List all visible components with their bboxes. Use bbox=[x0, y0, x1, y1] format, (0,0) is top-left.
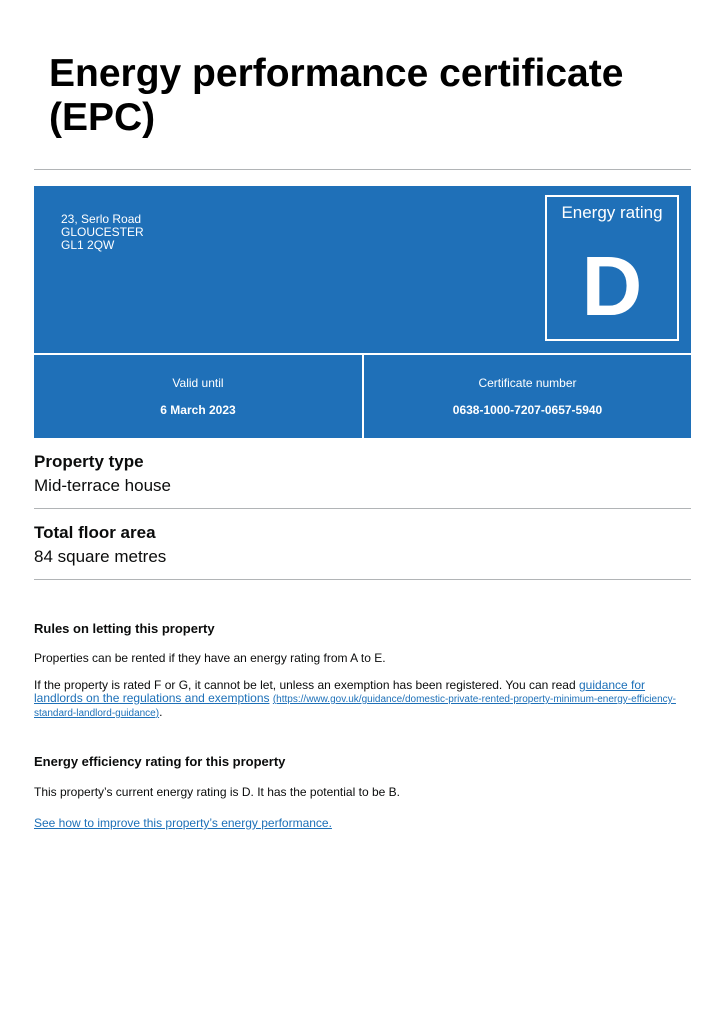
address-line-2: GLOUCESTER bbox=[61, 225, 144, 239]
property-address bbox=[61, 213, 144, 252]
valid-until-date: 6 March 2023 bbox=[160, 403, 236, 417]
energy-rating-label: Energy rating bbox=[561, 203, 663, 222]
address-postcode: GL1 2QW bbox=[61, 238, 115, 252]
address-rating-banner bbox=[34, 186, 691, 353]
energy-rating-box bbox=[545, 195, 679, 341]
valid-until-panel bbox=[34, 355, 362, 438]
letting-rules-heading: Rules on letting this property bbox=[34, 621, 215, 636]
address-line-1: 23, Serlo Road bbox=[61, 212, 142, 226]
certificate-number-value: 0638-1000-7207-0657-5940 bbox=[452, 403, 603, 417]
title-divider bbox=[34, 169, 691, 170]
certificate-number-label: Certificate number bbox=[478, 376, 577, 390]
property-type-divider bbox=[34, 508, 691, 509]
floor-area-value: 84 square metres bbox=[34, 547, 167, 566]
page-title: Energy performance certificate (EPC) bbox=[49, 52, 624, 139]
efficiency-heading: Energy efficiency rating for this property bbox=[34, 754, 286, 769]
property-type-heading: Property type bbox=[34, 452, 144, 471]
landlord-guidance-url[interactable]: (https://www.gov.uk/guidance/domestic-private-rented-property-minimum-energy-efficiency-standard-landlord-guidance) bbox=[34, 694, 676, 719]
improve-performance-link[interactable]: See how to improve this property’s energy performance. bbox=[34, 816, 332, 830]
certificate-number-panel bbox=[364, 355, 691, 438]
letting-rules-paragraph-2 bbox=[34, 679, 694, 720]
letting-rules-paragraph-2-text: If the property is rated F or G, it cannot be let, unless an exemption has been registered. You can read bbox=[34, 678, 579, 692]
property-type-value: Mid-terrace house bbox=[34, 476, 172, 495]
floor-area-divider bbox=[34, 579, 691, 580]
energy-rating-letter: D bbox=[581, 239, 643, 333]
landlord-guidance-link[interactable]: guidance for landlords on the regulations and exemptions bbox=[34, 678, 646, 705]
valid-until-label: Valid until bbox=[172, 376, 224, 390]
letting-rules-paragraph-2-end: . bbox=[159, 705, 163, 719]
efficiency-paragraph: This property’s current energy rating is D. It has the potential to be B. bbox=[34, 785, 400, 799]
floor-area-heading: Total floor area bbox=[34, 523, 156, 542]
letting-rules-paragraph-1: Properties can be rented if they have an energy rating from A to E. bbox=[34, 651, 386, 665]
improve-performance-paragraph bbox=[34, 817, 694, 830]
